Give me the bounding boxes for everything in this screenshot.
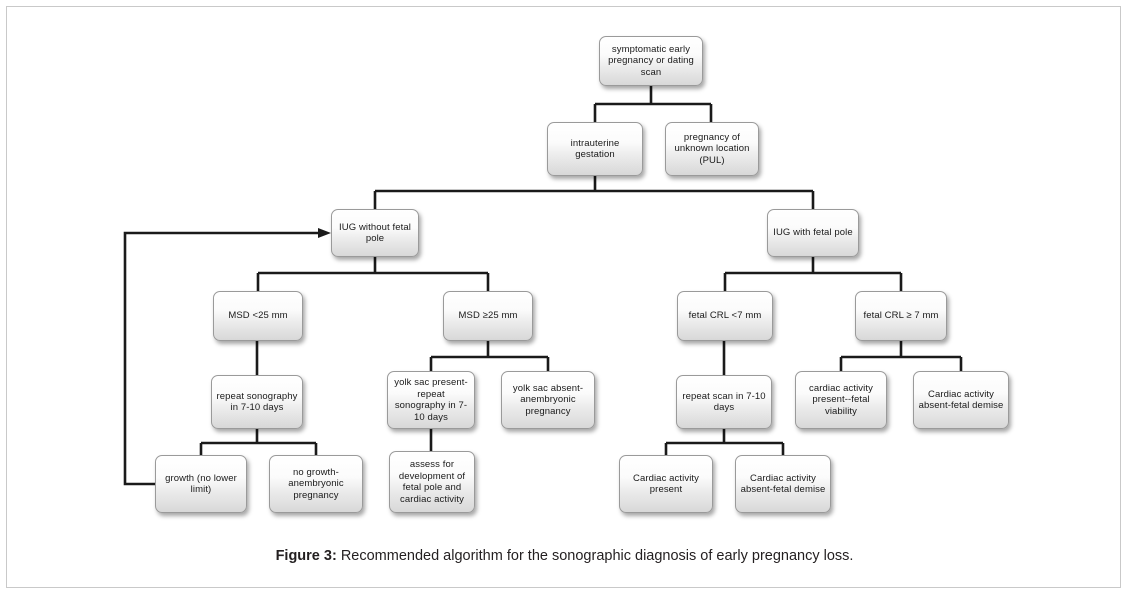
node-cardiac-activity-present[interactable] [619,455,713,513]
node-crl-less-than-7[interactable] [677,291,773,341]
node-msd-less-than-25[interactable] [213,291,303,341]
node-label: pregnancy of unknown location (PUL) [674,131,750,166]
node-label: fetal CRL <7 mm [688,310,762,322]
node-label: no growth- anembryonic pregnancy [288,466,344,501]
figure-caption [0,548,1129,564]
node-symptomatic-early-pregnancy[interactable] [599,36,703,86]
node-msd-25-or-more[interactable] [443,291,533,341]
node-label: IUG without fetal pole [339,221,411,244]
node-label: yolk sac absent- anembryonic pregnancy [512,382,584,417]
node-pregnancy-unknown-location[interactable] [665,122,759,176]
node-label: MSD ≥25 mm [458,310,518,322]
node-label: assess for development of fetal pole and cardiac activity [398,459,466,505]
node-label: intrauterine gestation [570,137,620,160]
figure-caption-text: Recommended algorithm for the sonographic diagnosis of early pregnancy loss. [336,548,854,564]
node-label: fetal CRL ≥ 7 mm [863,310,939,322]
node-crl-7-or-more[interactable] [855,291,947,341]
node-cardiac-activity-absent-demise-upper[interactable] [913,371,1009,429]
node-label: Cardiac activity present [632,472,699,495]
node-label: Cardiac activity absent-fetal demise [918,388,1004,411]
loop-arrowhead [318,228,331,238]
node-no-growth-anembryonic[interactable] [269,455,363,513]
node-iug-with-fetal-pole[interactable] [767,209,859,257]
figure-caption-label: Figure 3: [275,548,337,564]
node-yolk-sac-absent[interactable] [501,371,595,429]
node-cardiac-activity-present-viability[interactable] [795,371,887,429]
node-label: MSD <25 mm [228,310,288,322]
node-label: repeat sonography in 7-10 days [216,390,298,413]
node-intrauterine-gestation[interactable] [547,122,643,176]
node-label: yolk sac present- repeat sonography in 7-10 days [394,377,468,423]
node-label: growth (no lower limit) [165,472,237,495]
node-repeat-scan-7-10-days[interactable] [676,375,772,429]
node-label: Cardiac activity absent-fetal demise [740,472,826,495]
node-label: IUG with fetal pole [773,227,853,239]
node-label: symptomatic early pregnancy or dating scan [608,43,694,78]
node-assess-development[interactable] [389,451,475,513]
node-label: repeat scan in 7-10 days [682,390,766,413]
node-iug-without-fetal-pole[interactable] [331,209,419,257]
node-growth-no-lower-limit[interactable] [155,455,247,513]
node-yolk-sac-present[interactable] [387,371,475,429]
node-cardiac-activity-absent-demise-lower[interactable] [735,455,831,513]
node-repeat-sonography-7-10-days[interactable] [211,375,303,429]
node-label: cardiac activity present--fetal viability [809,382,873,417]
